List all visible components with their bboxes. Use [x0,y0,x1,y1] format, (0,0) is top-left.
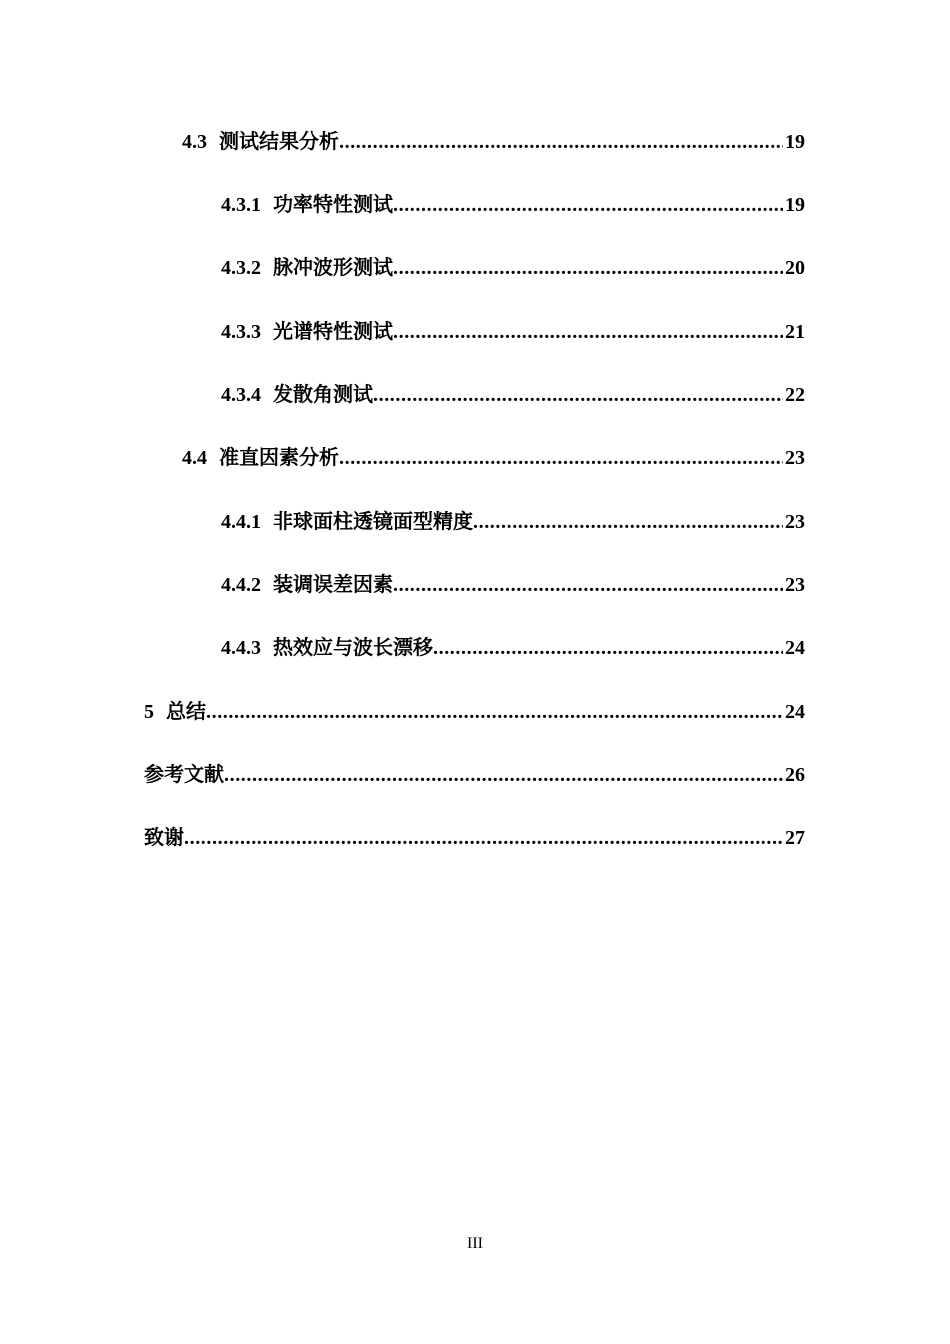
dot-leader [393,317,783,347]
toc-entry-number: 4.4.1 [221,511,261,533]
toc-entry-4-4-1[interactable] [221,507,805,537]
toc-entry-number: 4.3.3 [221,321,261,343]
toc-entry-4-3[interactable] [182,127,805,157]
toc-entry-number: 4.4 [182,447,207,469]
dot-leader [473,507,783,537]
toc-entry-page: 19 [785,131,805,153]
toc-entry-4-4-3[interactable] [221,633,805,663]
toc-entry-4-3-1[interactable] [221,190,805,220]
toc-entry-page: 24 [785,637,805,659]
dot-leader [433,633,783,663]
dot-leader [373,380,783,410]
toc-entry-4-4-2[interactable] [221,570,805,600]
toc-entry-page: 26 [785,764,805,786]
toc-entry-page: 23 [785,511,805,533]
toc-entry-title: 功率特性测试 [273,194,393,216]
toc-entry-number: 4.3.4 [221,384,261,406]
toc-entry-title: 脉冲波形测试 [273,257,393,279]
toc-entry-page: 23 [785,574,805,596]
toc-entry-number: 4.3 [182,131,207,153]
toc-entry-title: 准直因素分析 [219,447,339,469]
dot-leader [184,823,783,853]
toc-entry-page: 24 [785,701,805,723]
toc-entry-title: 测试结果分析 [219,131,339,153]
toc-entry-title: 非球面柱透镜面型精度 [273,511,473,533]
toc-entry-page: 22 [785,384,805,406]
page-number: III [467,1235,483,1252]
toc-entry-title: 发散角测试 [273,384,373,406]
toc-entry-4-3-3[interactable] [221,317,805,347]
toc-entry-number: 4.3.1 [221,194,261,216]
toc-entry-acknowledgements[interactable] [144,823,805,853]
toc-entry-page: 19 [785,194,805,216]
dot-leader [393,253,783,283]
toc-entry-4-3-4[interactable] [221,380,805,410]
dot-leader [339,443,783,473]
toc-entry-page: 27 [785,827,805,849]
toc-entry-number: 5 [144,701,154,723]
toc-entry-title: 热效应与波长漂移 [273,637,433,659]
toc-entry-number: 4.4.2 [221,574,261,596]
toc-entry-title: 参考文献 [144,764,224,786]
dot-leader [393,570,783,600]
toc-entry-5[interactable] [144,697,805,727]
dot-leader [224,760,783,790]
toc-entry-number: 4.3.2 [221,257,261,279]
toc-entry-number: 4.4.3 [221,637,261,659]
toc-entry-title: 装调误差因素 [273,574,393,596]
toc-entry-4-4[interactable] [182,443,805,473]
dot-leader [206,697,783,727]
toc-entry-title: 总结 [166,701,206,723]
toc-entry-title: 光谱特性测试 [273,321,393,343]
toc-entry-page: 23 [785,447,805,469]
toc-entry-title: 致谢 [144,827,184,849]
toc-entry-page: 20 [785,257,805,279]
toc-entry-page: 21 [785,321,805,343]
dot-leader [393,190,783,220]
toc-entry-references[interactable] [144,760,805,790]
dot-leader [339,127,783,157]
toc-entry-4-3-2[interactable] [221,253,805,283]
